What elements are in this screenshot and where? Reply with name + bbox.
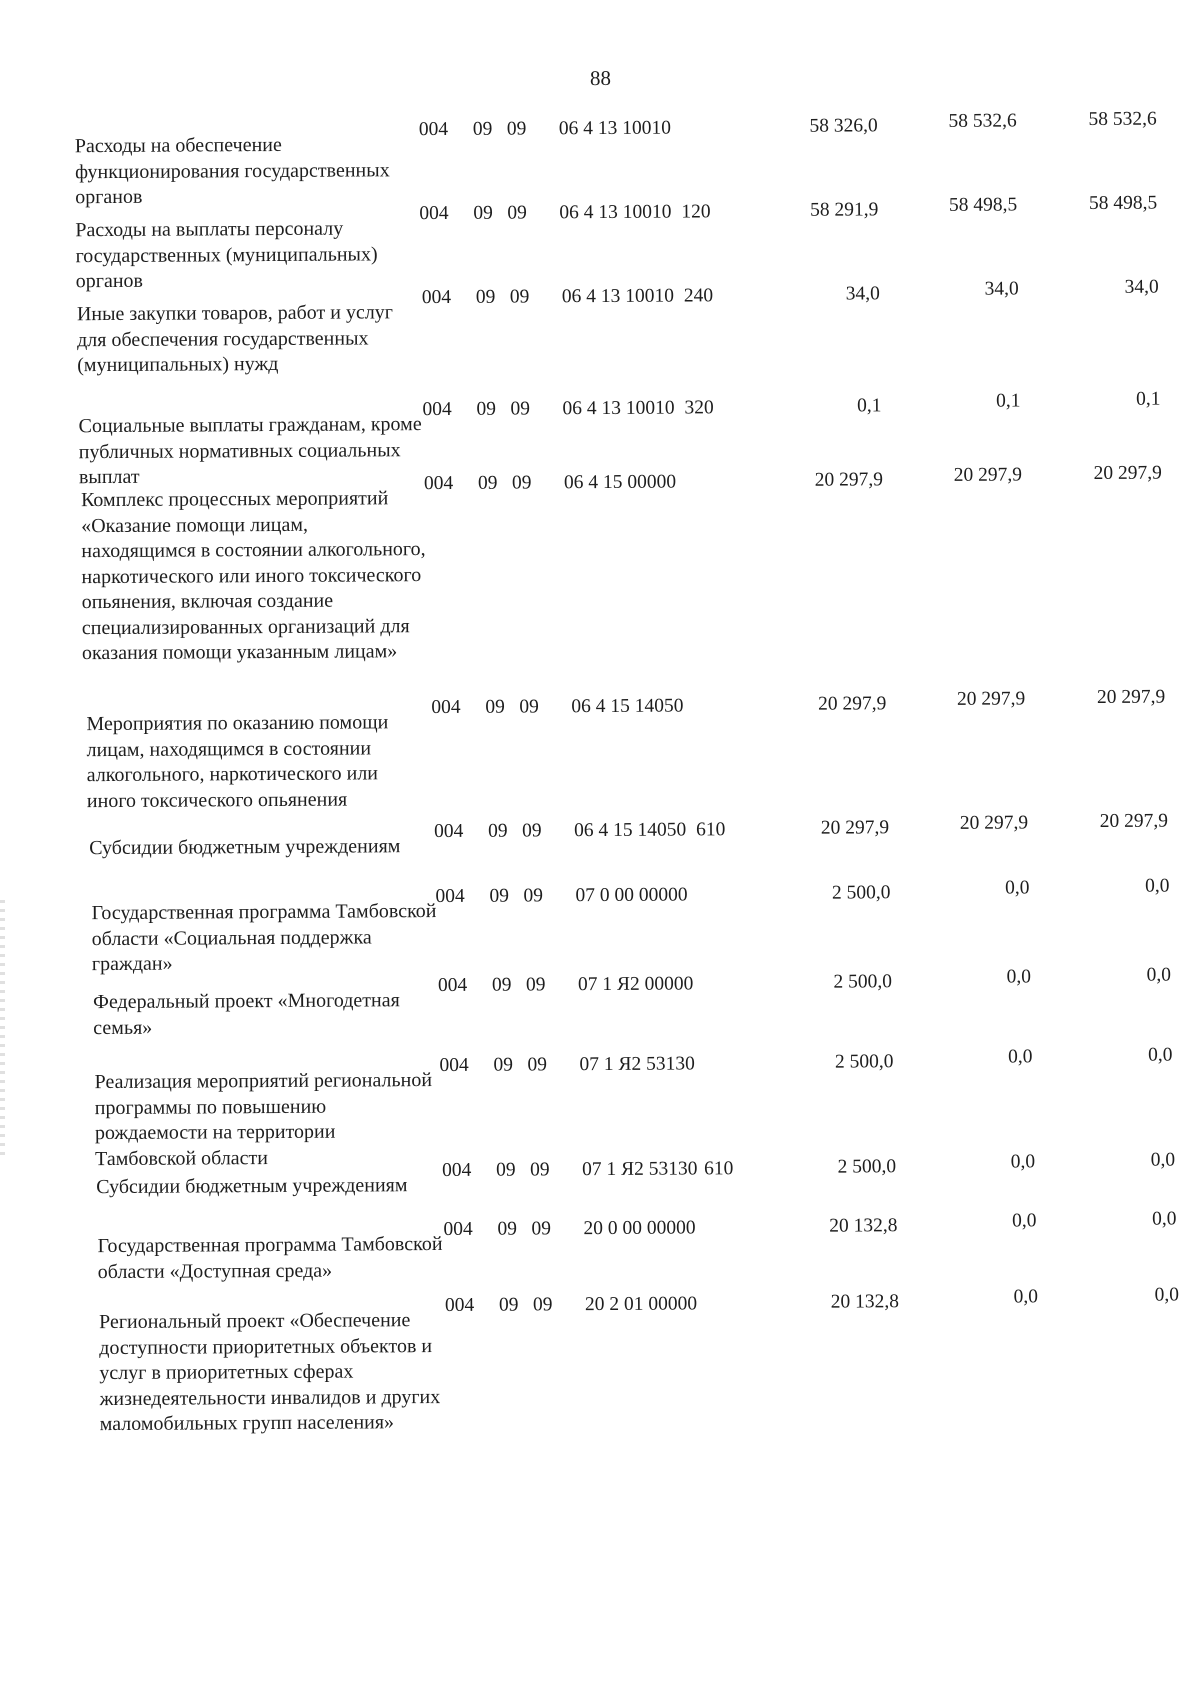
target-code: 06 4 15 00000 (563, 471, 677, 494)
section-code: 09 (475, 286, 496, 308)
ministry-code: 004 (442, 1159, 472, 1181)
amount-year-2: 58 498,5 (948, 194, 1018, 216)
section-code: 09 (476, 398, 497, 420)
amount-year-1: 20 297,9 (814, 469, 884, 491)
table-row (3, 462, 1200, 697)
target-code: 07 0 00 00000 (575, 884, 688, 907)
ministry-code: 004 (419, 202, 449, 225)
subsection-code: 09 (532, 1294, 553, 1316)
row-name: Реализация мероприятий региональной программы по повышению рождаемости на территории Тамбовской области (94, 1069, 433, 1170)
section-code: 09 (488, 820, 508, 842)
target-code: 06 4 15 14050 (571, 695, 684, 718)
amount-year-2: 20 297,9 (959, 812, 1029, 834)
amount-year-3: 58 498,5 (1088, 192, 1158, 215)
subsection-code: 09 (506, 118, 527, 140)
amount-year-2: 0,0 (1004, 877, 1030, 899)
row-name: Мероприятия по оказанию помощи лицам, находящимся в состоянии алкогольного, наркотического или иного токсического опьянения (86, 711, 389, 812)
amount-year-1: 2 500,0 (833, 971, 893, 993)
section-code: 09 (493, 1054, 514, 1076)
target-code: 06 4 13 10010 (562, 397, 675, 420)
subsection-code: 09 (527, 1054, 548, 1076)
amount-year-3: 34,0 (1124, 276, 1159, 298)
target-code: 07 1 Я2 53130 (582, 1158, 698, 1181)
amount-year-3: 0,0 (1150, 1149, 1176, 1171)
target-code: 07 1 Я2 53130 (579, 1053, 695, 1076)
section-code: 09 (498, 1294, 519, 1316)
budget-table (1, 108, 1200, 1436)
section-code: 09 (477, 472, 498, 494)
amount-year-2: 58 532,6 (948, 110, 1017, 132)
row-name: Расходы на обеспечение функционирования государственных органов (74, 133, 390, 209)
page-number: 88 (589, 65, 612, 91)
ministry-code: 004 (437, 974, 468, 997)
row-name: Субсидии бюджетным учреждениям (96, 1174, 408, 1199)
row-name: Государственная программа Тамбовской области «Социальная поддержка граждан» (91, 900, 437, 976)
amount-year-2: 0,1 (996, 390, 1021, 412)
ministry-code: 004 (431, 696, 461, 719)
amount-year-3: 0,0 (1148, 1044, 1173, 1066)
amount-year-2: 34,0 (984, 278, 1019, 300)
scan-edge-mark (0, 900, 5, 1160)
amount-year-1: 0,1 (857, 395, 882, 417)
subsection-code: 09 (511, 472, 532, 494)
amount-year-2: 0,0 (1008, 1046, 1033, 1068)
ministry-code: 004 (422, 398, 452, 421)
row-name: Иные закупки товаров, работ и услуг для обеспечения государственных (муниципальных) нужд (76, 301, 394, 377)
ministry-code: 004 (421, 286, 452, 309)
target-code: 20 2 01 00000 (584, 1293, 698, 1316)
section-code: 09 (485, 696, 505, 718)
amount-year-2: 20 297,9 (953, 464, 1022, 486)
expense-kind-code: 610 (704, 1158, 734, 1180)
ministry-code: 004 (435, 885, 465, 908)
subsection-code: 09 (522, 820, 542, 842)
subsection-code: 09 (519, 696, 539, 718)
target-code: 06 4 15 14050 (574, 819, 687, 842)
expense-kind-code: 240 (683, 285, 714, 307)
amount-year-2: 20 297,9 (956, 688, 1026, 710)
row-name: Государственная программа Тамбовской области «Доступная среда» (97, 1232, 443, 1283)
row-name: Субсидии бюджетным учреждениям (89, 835, 401, 860)
table-row (5, 875, 1200, 976)
section-code: 09 (472, 118, 493, 140)
ministry-code: 004 (434, 820, 464, 843)
subsection-code: 09 (510, 398, 531, 420)
row-name: Расходы на выплаты персоналу государственных (муниципальных) органов (75, 217, 378, 293)
target-code: 06 4 13 10010 (561, 285, 674, 308)
amount-year-1: 2 500,0 (837, 1156, 897, 1178)
table-row (8, 1284, 1200, 1495)
amount-year-1: 58 326,0 (809, 115, 878, 137)
amount-year-3: 20 297,9 (1099, 810, 1169, 832)
expense-kind-code: 610 (696, 819, 726, 841)
ministry-code: 004 (444, 1294, 475, 1316)
table-row (4, 686, 1200, 821)
amount-year-2: 0,0 (1006, 966, 1032, 988)
target-code: 07 1 Я2 00000 (577, 973, 694, 996)
subsection-code: 09 (509, 286, 530, 308)
ministry-code: 004 (439, 1054, 469, 1077)
subsection-code: 09 (530, 1159, 550, 1181)
section-code: 09 (473, 202, 493, 224)
amount-year-2: 0,0 (1010, 1151, 1036, 1173)
row-name: Социальные выплаты гражданам, кроме публичных нормативных социальных выплат (78, 413, 422, 489)
amount-year-3: 0,0 (1152, 1208, 1177, 1230)
amount-year-1: 58 291,9 (809, 199, 879, 221)
amount-year-1: 2 500,0 (831, 882, 891, 904)
ministry-code: 004 (423, 472, 454, 495)
amount-year-1: 20 132,8 (830, 1291, 900, 1313)
amount-year-3: 0,0 (1144, 875, 1170, 897)
subsection-code: 09 (531, 1218, 552, 1240)
target-code: 06 4 13 10010 (558, 117, 671, 140)
amount-year-1: 34,0 (845, 283, 880, 305)
amount-year-3: 0,0 (1146, 964, 1172, 986)
amount-year-1: 2 500,0 (834, 1051, 894, 1073)
amount-year-1: 20 132,8 (829, 1215, 898, 1237)
amount-year-3: 0,0 (1154, 1284, 1179, 1306)
table-row (6, 964, 1200, 1055)
ministry-code: 004 (418, 118, 449, 141)
section-code: 09 (496, 1159, 516, 1181)
table-row (2, 276, 1200, 399)
expense-kind-code: 320 (684, 397, 714, 419)
row-name: Региональный проект «Обеспечение доступности приоритетных объектов и услуг в приоритетных сферах жизнедеятельности инвалидов и других маломобильных групп населения» (98, 1309, 441, 1436)
table-row (7, 1208, 1200, 1295)
amount-year-1: 20 297,9 (817, 693, 887, 715)
row-name: Комплекс процессных мероприятий «Оказание помощи лицам, находящимся в состоянии алкогольного, наркотического или иного токсического опьянения, включая создание специализированных организаций для оказания помощи указанным лицам» (80, 487, 426, 665)
section-code: 09 (489, 885, 510, 907)
row-name: Федеральный проект «Многодетная семья» (93, 989, 400, 1039)
amount-year-3: 58 532,6 (1088, 108, 1157, 131)
target-code: 06 4 13 10010 (559, 201, 672, 224)
section-code: 09 (497, 1218, 518, 1240)
subsection-code: 09 (525, 974, 546, 996)
amount-year-3: 0,1 (1136, 388, 1161, 410)
amount-year-3: 20 297,9 (1093, 462, 1162, 484)
target-code: 20 0 00 00000 (583, 1217, 696, 1240)
subsection-code: 09 (523, 885, 544, 907)
amount-year-2: 0,0 (1012, 1210, 1037, 1232)
amount-year-3: 20 297,9 (1096, 686, 1166, 708)
amount-year-2: 0,0 (1013, 1286, 1038, 1308)
amount-year-1: 20 297,9 (820, 817, 890, 839)
subsection-code: 09 (507, 202, 527, 224)
expense-kind-code: 120 (681, 201, 711, 223)
section-code: 09 (491, 974, 512, 996)
ministry-code: 004 (443, 1218, 473, 1240)
